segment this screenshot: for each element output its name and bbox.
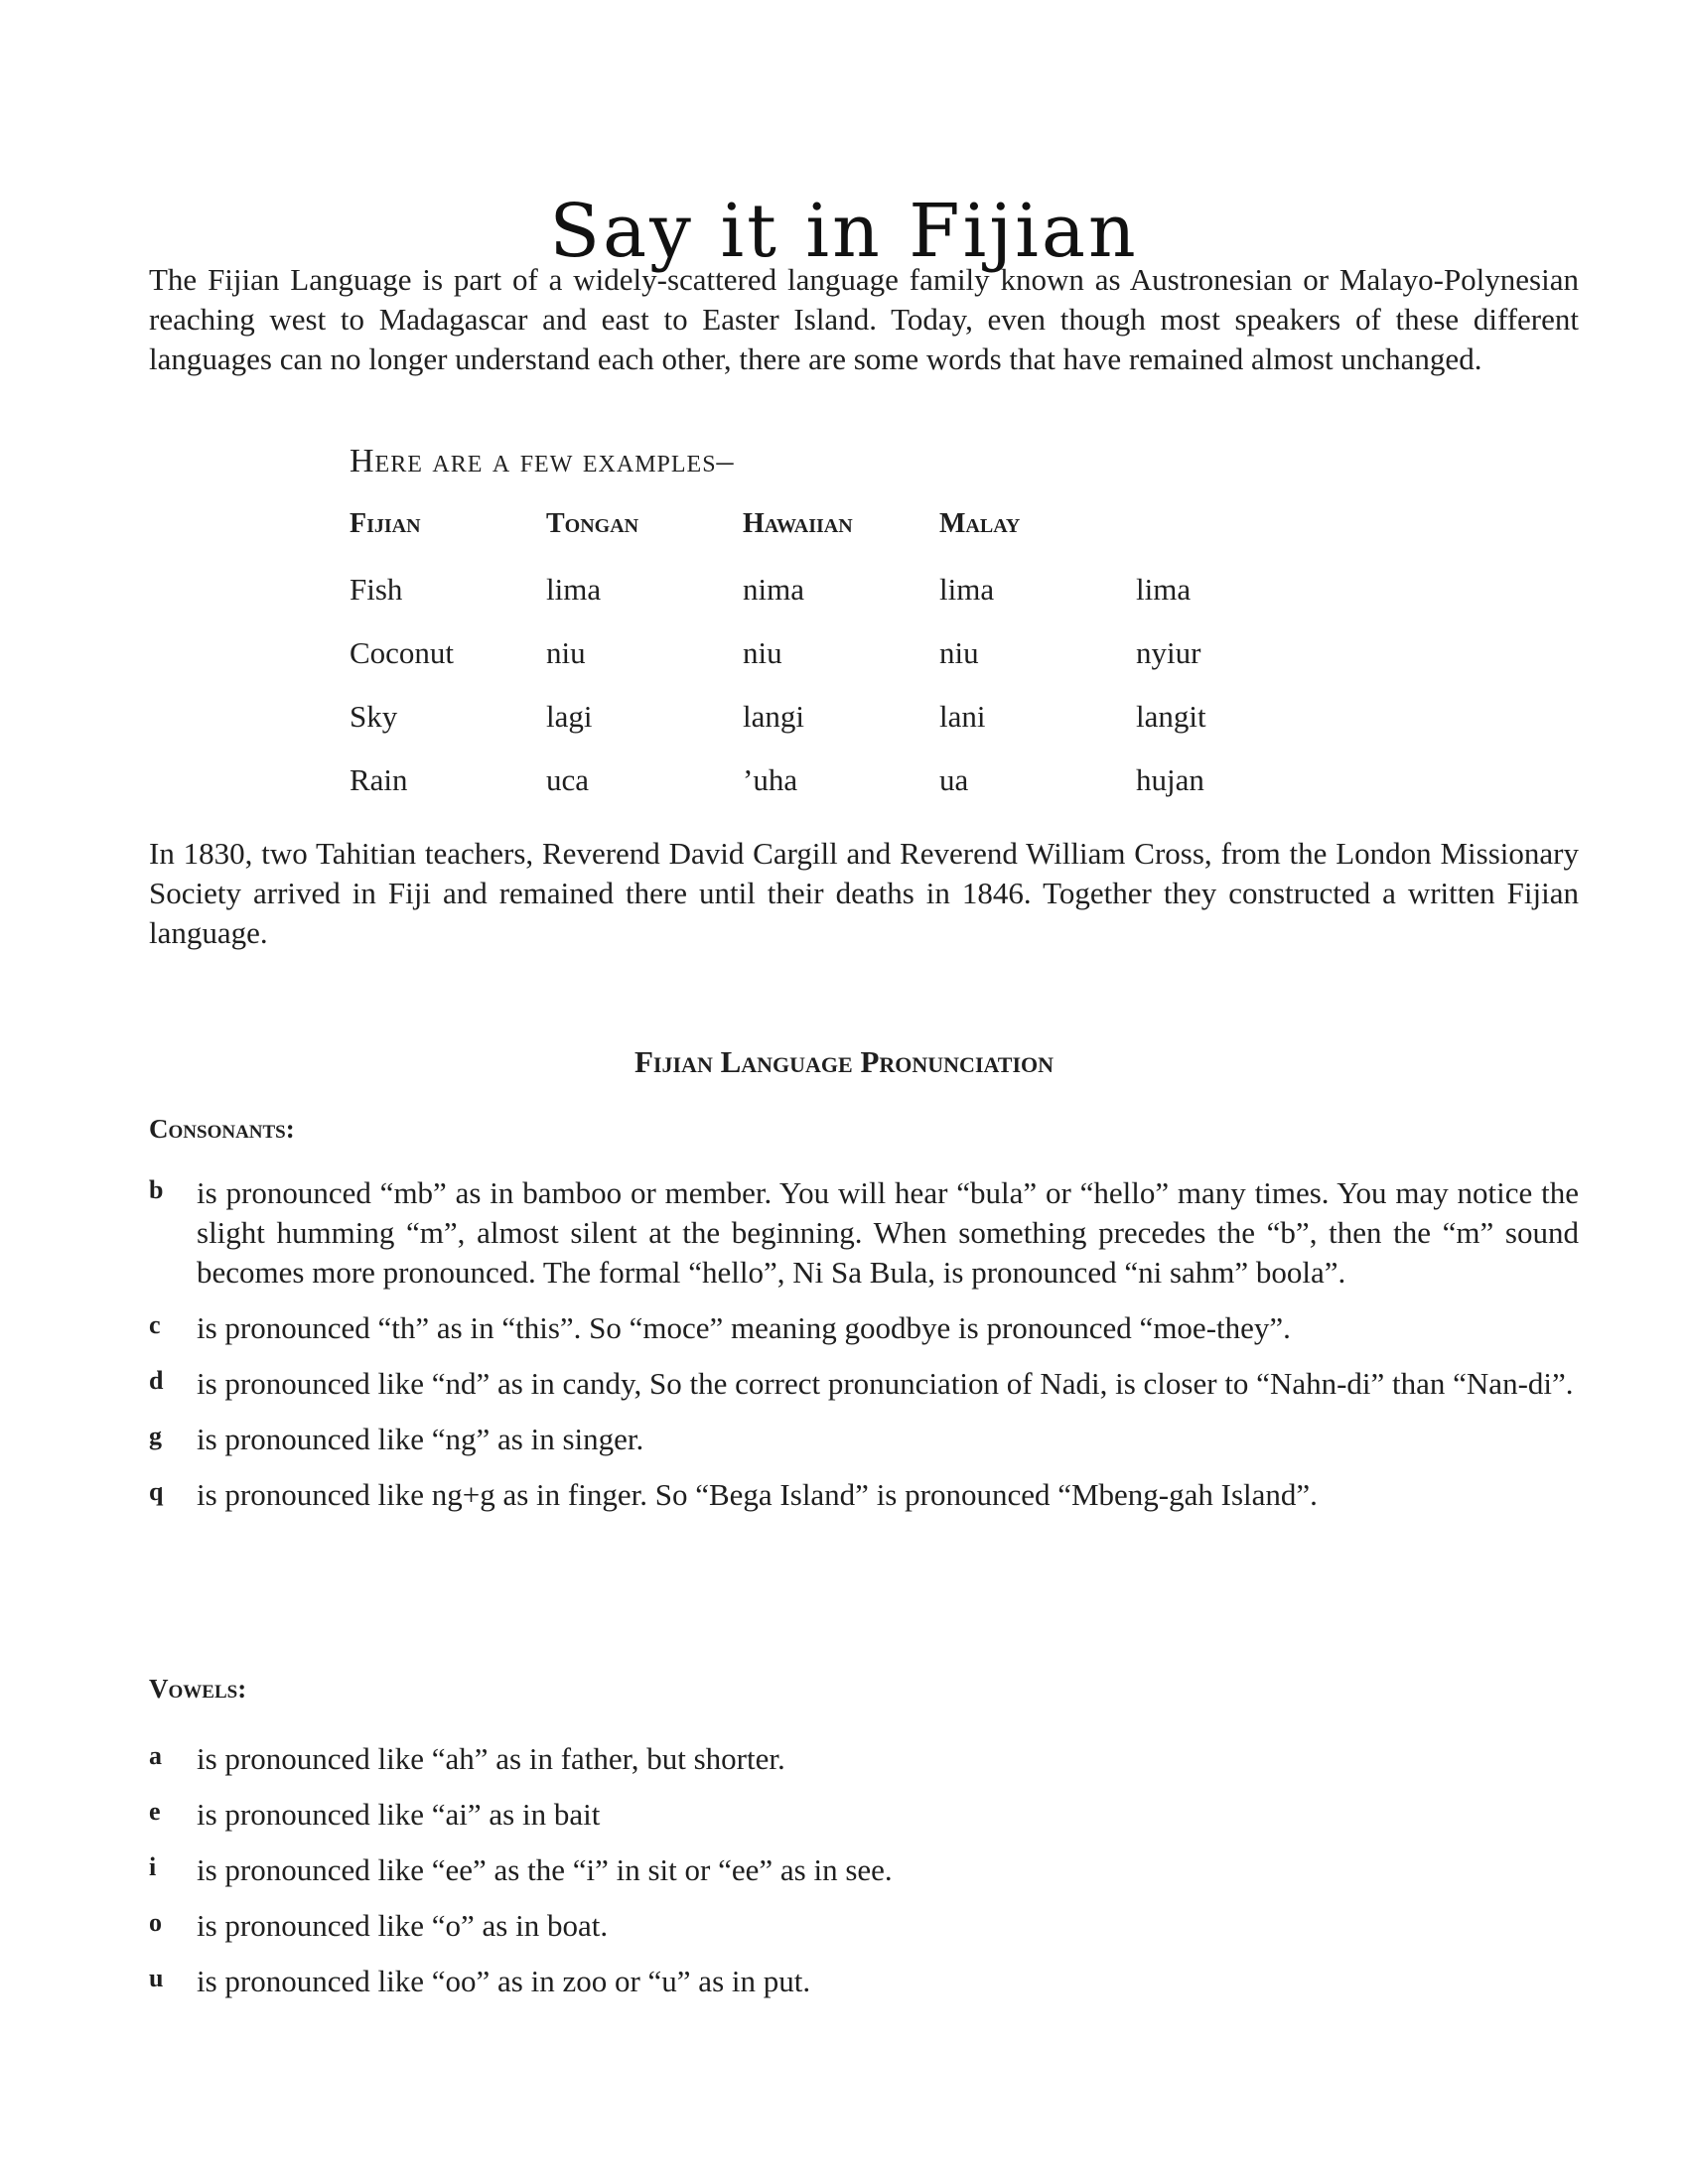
table-cell: lima: [939, 572, 995, 607]
table-cell: Fish: [350, 572, 403, 607]
table-cell: lagi: [546, 699, 593, 734]
vowel-letter: i: [149, 1852, 157, 1881]
consonant-description: is pronounced “th” as in “this”. So “moce” meaning goodbye is pronounced “moe-they”.: [197, 1310, 1291, 1345]
column-header: Malay: [939, 508, 1021, 539]
page-title: Say it in Fijian: [549, 188, 1139, 274]
vowel-letter: o: [149, 1908, 162, 1937]
table-cell: Rain: [350, 762, 408, 797]
vowel-description: is pronounced like “oo” as in zoo or “u” as in put.: [197, 1964, 811, 1998]
consonant-description: is pronounced “mb” as in bamboo or member. You will hear “bula” or “hello” many times. You may notice the slight humming “m”, almost silent at the beginning. When something precedes the “b”, then the “m” sound becomes more pronounced. The formal “hello”, Ni Sa Bula, is pronounced “ni sahm” boola”.: [197, 1175, 1579, 1290]
vowels-heading: Vowels:: [149, 1674, 247, 1704]
consonant-letter: q: [149, 1477, 164, 1506]
table-cell: lima: [1136, 572, 1192, 607]
table-cell: Coconut: [350, 635, 455, 670]
list-item: [149, 1475, 1579, 1515]
table-cell: ua: [939, 762, 969, 797]
consonant-description: is pronounced like “nd” as in candy, So the correct pronunciation of Nadi, is closer to “Nahn-di” than “Nan-di”.: [197, 1366, 1574, 1401]
consonant-letter: c: [149, 1310, 161, 1339]
vowel-letter: e: [149, 1797, 161, 1826]
table-cell: langit: [1136, 699, 1206, 734]
consonants-heading: Consonants:: [149, 1114, 295, 1144]
consonant-letter: g: [149, 1422, 162, 1450]
table-cell: ’uha: [743, 762, 798, 797]
table-cell: nyiur: [1136, 635, 1201, 670]
table-cell: lima: [546, 572, 602, 607]
table-cell: uca: [546, 762, 590, 797]
intro-paragraph: The Fijian Language is part of a widely-scattered language family known as Austronesian or Malayo-Polynesian reaching west to Madagascar and east to Easter Island. Today, even though most speakers of these different languages can no longer understand each other, there are some words that have remained almost unchanged.: [149, 262, 1579, 376]
vowel-description: is pronounced like “ee” as the “i” in sit or “ee” as in see.: [197, 1852, 893, 1887]
column-header: Hawaiian: [743, 508, 853, 539]
vowel-description: is pronounced like “o” as in boat.: [197, 1908, 609, 1943]
history-paragraph: In 1830, two Tahitian teachers, Reverend David Cargill and Reverend William Cross, from the London Missionary Society arrived in Fiji and remained there until their deaths in 1846. Together they constructed a written Fijian language.: [149, 836, 1579, 950]
list-item: [149, 1850, 1579, 1890]
column-header: Fijian: [350, 508, 421, 539]
vowel-description: is pronounced like “ah” as in father, but shorter.: [197, 1741, 785, 1776]
vowel-description: is pronounced like “ai” as in bait: [197, 1797, 601, 1832]
list-item: [149, 1420, 1579, 1459]
list-item: [149, 1962, 1579, 2001]
consonant-letter: d: [149, 1366, 164, 1395]
table-cell: nima: [743, 572, 804, 607]
examples-heading: Here are a few examples–: [350, 443, 735, 479]
consonant-description: is pronounced like “ng” as in singer.: [197, 1422, 644, 1456]
list-item: [149, 1739, 1579, 1779]
list-item: [149, 1795, 1579, 1835]
vowel-letter: u: [149, 1964, 164, 1992]
table-cell: niu: [546, 635, 586, 670]
table-cell: langi: [743, 699, 804, 734]
table-cell: hujan: [1136, 762, 1204, 797]
vowel-list: [149, 1739, 1579, 2017]
list-item: [149, 1173, 1579, 1293]
table-cell: Sky: [350, 699, 398, 734]
consonant-description: is pronounced like ng+g as in finger. So “Bega Island” is pronounced “Mbeng-gah Island”.: [197, 1477, 1318, 1512]
column-header: Tongan: [546, 508, 639, 539]
list-item: [149, 1906, 1579, 1946]
vowel-letter: a: [149, 1741, 162, 1770]
list-item: [149, 1364, 1579, 1404]
consonant-letter: b: [149, 1175, 164, 1204]
table-cell: niu: [939, 635, 979, 670]
pronunciation-heading: Fijian Language Pronunciation: [634, 1044, 1054, 1079]
list-item: [149, 1308, 1579, 1348]
table-cell: niu: [743, 635, 782, 670]
table-cell: lani: [939, 699, 986, 734]
consonant-list: [149, 1173, 1579, 1531]
